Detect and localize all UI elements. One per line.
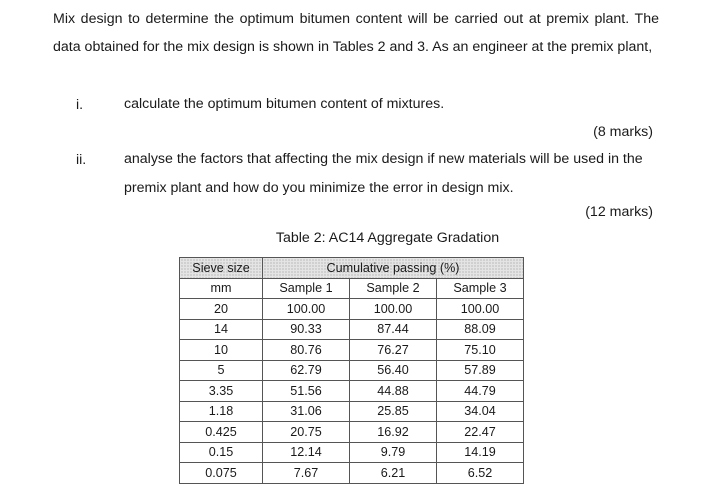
sieve-cell: 0.075 (180, 463, 263, 484)
table-row (180, 463, 524, 484)
sieve-cell: 14 (180, 319, 263, 340)
table-caption: Table 2: AC14 Aggregate Gradation (275, 230, 500, 246)
sample-1-cell: 100.00 (263, 299, 350, 320)
sample-3-cell: 22.47 (437, 422, 524, 443)
sieve-cell: 0.15 (180, 442, 263, 463)
sieve-cell: 10 (180, 340, 263, 361)
table-row (180, 422, 524, 443)
table-row (180, 340, 524, 361)
sieve-cell: 5 (180, 360, 263, 381)
header-sample-1: Sample 1 (263, 278, 350, 299)
question-1-marks: (8 marks) (593, 124, 653, 140)
sample-1-cell: 20.75 (263, 422, 350, 443)
question-2-text: analyse the factors that affecting the mix design if new materials will be used in the premix plant and how do you minimize the error in design mix. (124, 151, 643, 196)
table-row (180, 401, 524, 422)
sieve-cell: 0.425 (180, 422, 263, 443)
sample-1-cell: 80.76 (263, 340, 350, 361)
sample-3-cell: 100.00 (437, 299, 524, 320)
table-row (180, 442, 524, 463)
sample-2-cell: 25.85 (350, 401, 437, 422)
table-row (180, 360, 524, 381)
sample-2-cell: 44.88 (350, 381, 437, 402)
sample-1-cell: 62.79 (263, 360, 350, 381)
sieve-cell: 1.18 (180, 401, 263, 422)
sample-1-cell: 31.06 (263, 401, 350, 422)
sample-2-cell: 9.79 (350, 442, 437, 463)
sample-2-cell: 87.44 (350, 319, 437, 340)
sample-2-cell: 76.27 (350, 340, 437, 361)
header-sample-2: Sample 2 (350, 278, 437, 299)
sample-1-cell: 51.56 (263, 381, 350, 402)
table-row (180, 299, 524, 320)
sample-2-cell: 100.00 (350, 299, 437, 320)
sample-1-cell: 90.33 (263, 319, 350, 340)
sample-2-cell: 6.21 (350, 463, 437, 484)
sample-1-cell: 12.14 (263, 442, 350, 463)
sample-3-cell: 88.09 (437, 319, 524, 340)
question-1-number: i. (76, 97, 84, 113)
header-cumulative-passing: Cumulative passing (%) (263, 258, 524, 279)
header-sieve-size: Sieve size (180, 258, 263, 279)
sample-1-cell: 7.67 (263, 463, 350, 484)
sieve-cell: 3.35 (180, 381, 263, 402)
sieve-cell: 20 (180, 299, 263, 320)
sample-3-cell: 75.10 (437, 340, 524, 361)
sample-3-cell: 14.19 (437, 442, 524, 463)
question-2-number: ii. (76, 152, 87, 168)
question-2-marks: (12 marks) (585, 204, 653, 220)
table-header-row (180, 258, 524, 279)
sample-3-cell: 6.52 (437, 463, 524, 484)
table-row (180, 319, 524, 340)
sample-2-cell: 56.40 (350, 360, 437, 381)
intro-paragraph: Mix design to determine the optimum bitumen content will be carried out at premix plant. The data obtained for the mix design is shown in Tables 2 and 3. As an engineer at the premix plant, (53, 11, 659, 55)
gradation-table (179, 257, 524, 484)
table-row (180, 381, 524, 402)
header-unit: mm (180, 278, 263, 299)
sample-2-cell: 16.92 (350, 422, 437, 443)
sample-3-cell: 44.79 (437, 381, 524, 402)
sample-3-cell: 34.04 (437, 401, 524, 422)
table-subheader-row (180, 278, 524, 299)
sample-3-cell: 57.89 (437, 360, 524, 381)
question-1-text: calculate the optimum bitumen content of mixtures. (124, 96, 445, 112)
header-sample-3: Sample 3 (437, 278, 524, 299)
